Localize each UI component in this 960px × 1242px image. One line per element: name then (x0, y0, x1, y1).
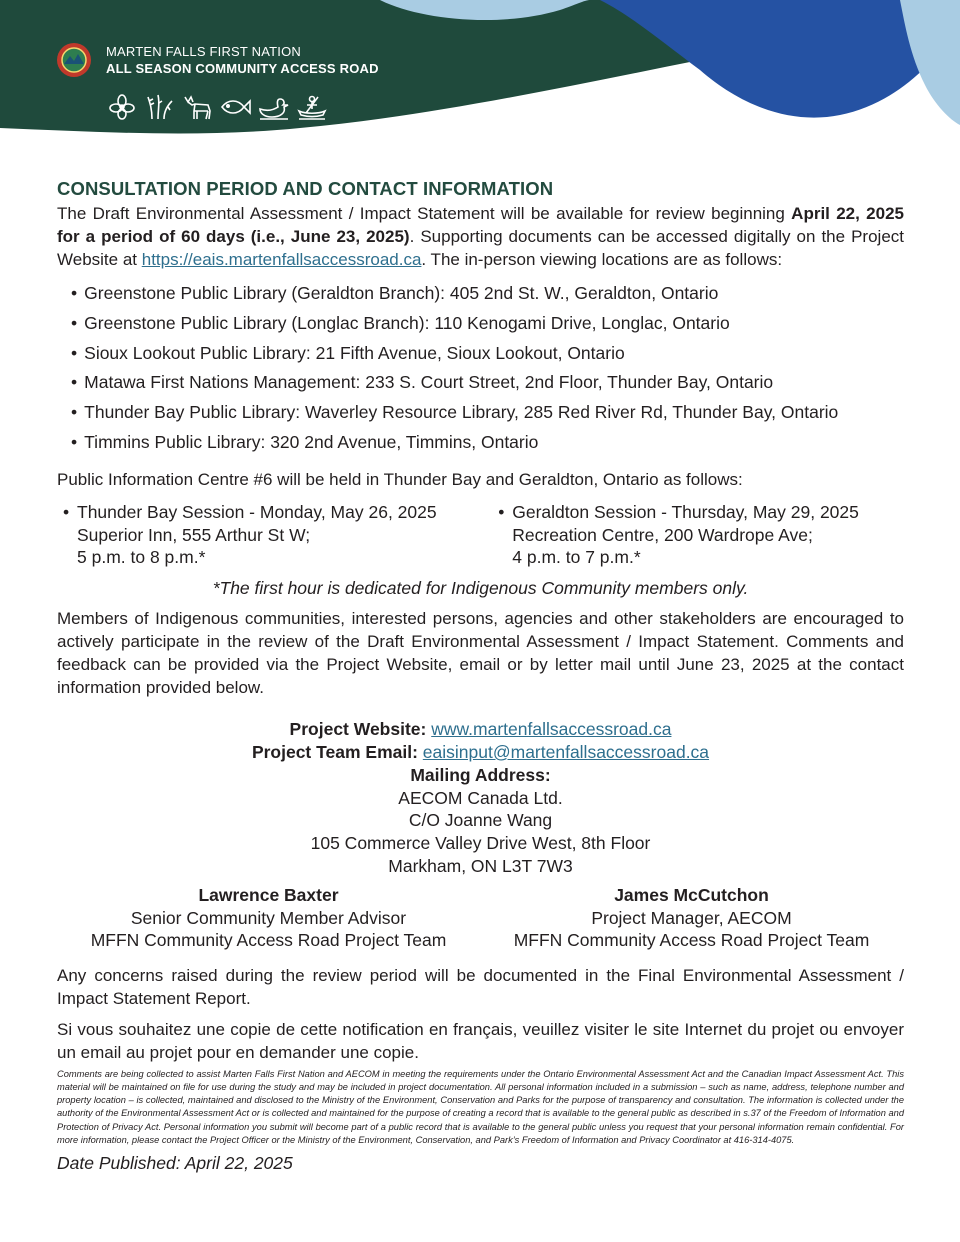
header-icons (106, 92, 328, 122)
list-item: • Sioux Lookout Public Library: 21 Fifth Avenue, Sioux Lookout, Ontario (71, 339, 904, 369)
email-label: Project Team Email: (251, 741, 423, 762)
session-note: *The first hour is dedicated for Indigenous Community members only. (212, 578, 749, 599)
intro-text-3: . The in-person viewing locations are as follows: (421, 250, 783, 269)
person-role: Senior Community Member Advisor (130, 907, 407, 928)
notice-content (57, 176, 904, 1174)
date-published: Date Published: April 22, 2025 (57, 1152, 293, 1173)
session-title: • Thunder Bay Session - Monday, May 26, 2025 (77, 501, 437, 522)
org-line-1: MARTEN FALLS FIRST NATION (106, 44, 301, 59)
flower-icon (106, 92, 138, 122)
person-team: MFFN Community Access Road Project Team (90, 930, 447, 951)
session-title: • Geraldton Session - Thursday, May 29, 2025 (512, 501, 859, 522)
session-geraldton (492, 501, 904, 569)
session-time: 4 p.m. to 7 p.m.* (512, 547, 641, 568)
review-period: April 22, 2025 for a period of 60 days (i.e., June 23, 2025) (57, 204, 904, 246)
concerns-paragraph: Any concerns raised during the review period will be documented in the Final Environmental Assessment / Impact Statement Report. (57, 966, 904, 1009)
website-line (57, 718, 904, 741)
canoe-icon (296, 92, 328, 122)
duck-icon (258, 92, 290, 122)
org-line-2: ALL SEASON COMMUNITY ACCESS ROAD (106, 61, 379, 76)
session-venue: Recreation Centre, 200 Wardrope Ave; (512, 524, 813, 545)
sessions (57, 501, 904, 569)
project-email-link[interactable]: eaisinput@martenfallsaccessroad.ca (422, 741, 710, 762)
email-line (57, 741, 904, 764)
person-name: James McCutchon (614, 884, 769, 905)
address-line: C/O Joanne Wang (408, 810, 553, 831)
contact-person-mccutchon (480, 884, 903, 952)
fish-icon (220, 92, 252, 122)
list-item: • Timmins Public Library: 320 2nd Avenue, Timmins, Ontario (71, 428, 904, 458)
intro-paragraph (57, 202, 904, 271)
address-line: Markham, ON L3T 7W3 (388, 855, 573, 876)
person-name: Lawrence Baxter (198, 884, 339, 905)
session-thunder-bay (57, 501, 492, 569)
page-header (0, 0, 960, 160)
website-label: Project Website: (289, 719, 432, 740)
project-website-link[interactable]: www.martenfallsaccessroad.ca (431, 719, 672, 740)
mffn-logo (56, 42, 92, 78)
intro-text-1: The Draft Environmental Assessment / Impact Statement will be available for review beginning (57, 204, 792, 223)
organization-name (106, 44, 379, 78)
moose-icon (182, 92, 214, 122)
section-title: CONSULTATION PERIOD AND CONTACT INFORMATION (57, 178, 554, 199)
address-line: AECOM Canada Ltd. (398, 787, 563, 808)
list-item: • Greenstone Public Library (Longlac Branch): 110 Kenogami Drive, Longlac, Ontario (71, 309, 904, 339)
french-paragraph: Si vous souhaitez une copie de cette notification en français, veuillez visiter le site Internet du projet ou envoyer un email au projet pour en demander une copie. (57, 1020, 904, 1063)
contacts-people (57, 884, 904, 952)
address-line: 105 Commerce Valley Drive West, 8th Floor (310, 833, 651, 854)
contact-block (57, 718, 904, 878)
pic-intro: Public Information Centre #6 will be held in Thunder Bay and Geraldton, Ontario as follows: (57, 469, 743, 489)
header-background (0, 0, 960, 160)
list-item: • Thunder Bay Public Library: Waverley Resource Library, 285 Red River Rd, Thunder Bay, Ontario (71, 398, 904, 428)
grass-icon (144, 92, 176, 122)
privacy-fine-print: Comments are being collected to assist Marten Falls First Nation and AECOM in meeting the requirements under the Ontario Environmental Assessment Act and the Canadian Impact Assessment Act. This material will be maintained on file for use during the study and may be included in project documentation. All personal information included in a submission – such as name, address, telephone number and property location – is collected, maintained and disclosed to the Ministry of the Environment, Conservation and Parks for the purpose of transparency and consultation. The information is collected under the authority of the Environmental Assessment Act or is collected and maintained for the purpose of creating a record that is available to the general public as described in s.37 of the Freedom of Information and Protection of Privacy Act. Personal information you submit will become part of a public record that is available to the general public unless you request that your personal information remain confidential. For more information, please contact the Project Officer or the Ministry of the Environment, Conservation, and Park’s Freedom of Information and Privacy Coordinator at 416-314-4075. (57, 1069, 904, 1145)
participation-paragraph: Members of Indigenous communities, interested persons, agencies and other stakeholders are encouraged to actively participate in the review of the Draft Environmental Assessment / Impact Statement. Comments and feedback can be provided via the Project Website, email or by letter mail until June 23, 2025 at the contact information provided below. (57, 609, 904, 698)
contact-person-baxter (57, 884, 480, 952)
intro-text-2: . Supporting documents can be accessed digitally on the Project Website at (57, 227, 904, 269)
viewing-locations-list (57, 279, 904, 458)
list-item: • Greenstone Public Library (Geraldton Branch): 405 2nd St. W., Geraldton, Ontario (71, 279, 904, 309)
person-role: Project Manager, AECOM (591, 907, 792, 928)
person-team: MFFN Community Access Road Project Team (513, 930, 870, 951)
list-item: • Matawa First Nations Management: 233 S. Court Street, 2nd Floor, Thunder Bay, Ontario (71, 368, 904, 398)
session-venue: Superior Inn, 555 Arthur St W; (77, 524, 311, 545)
session-time: 5 p.m. to 8 p.m.* (77, 547, 206, 568)
eais-website-link[interactable]: https://eais.martenfallsaccessroad.ca (141, 250, 422, 269)
mailing-label: Mailing Address: (410, 764, 551, 785)
